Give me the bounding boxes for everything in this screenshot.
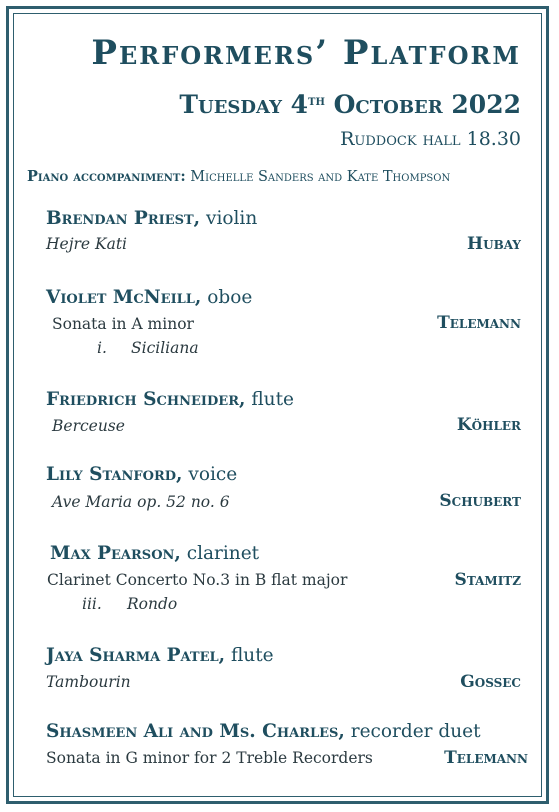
piece-title: Ave Maria op. 52 no. 6 xyxy=(52,493,230,511)
piece-title: Hejre Kati xyxy=(46,235,128,253)
venue-time: Ruddock hall 18.30 xyxy=(340,128,521,150)
performer-name: Violet McNeill, oboe xyxy=(46,287,253,308)
performer-name: Brendan Priest, violin xyxy=(46,208,258,229)
movement: iii. Rondo xyxy=(82,595,178,613)
composer: Schubert xyxy=(439,491,521,511)
piano-accompaniment: Piano accompaniment: Michelle Sanders and Kate Thompson xyxy=(27,168,451,185)
piece-title: Tambourin xyxy=(46,673,131,691)
movement: i. Siciliana xyxy=(97,339,199,357)
composer: Telemann xyxy=(437,313,521,333)
piece-title: Sonata in G minor for 2 Treble Recorders xyxy=(46,749,373,767)
performer-name: Shasmeen Ali and Ms. Charles, recorder duet xyxy=(46,721,481,742)
composer: Gossec xyxy=(460,672,521,692)
performer-name: Jaya Sharma Patel, flute xyxy=(46,645,274,666)
composer: Stamitz xyxy=(454,570,521,590)
page-title: Performers’ Platform xyxy=(91,33,521,73)
performer-name: Max Pearson, clarinet xyxy=(50,543,260,564)
composer: Köhler xyxy=(456,415,521,435)
performer-name: Lily Stanford, voice xyxy=(46,464,238,485)
composer: Telemann xyxy=(444,748,528,768)
performer-name: Friedrich Schneider, flute xyxy=(46,389,294,410)
composer: Hubay xyxy=(467,234,521,254)
concert-date: Tuesday 4th October 2022 xyxy=(179,90,521,119)
piece-title: Sonata in A minor xyxy=(52,315,194,333)
piece-title: Berceuse xyxy=(52,417,125,435)
piece-title: Clarinet Concerto No.3 in B flat major xyxy=(47,571,348,589)
